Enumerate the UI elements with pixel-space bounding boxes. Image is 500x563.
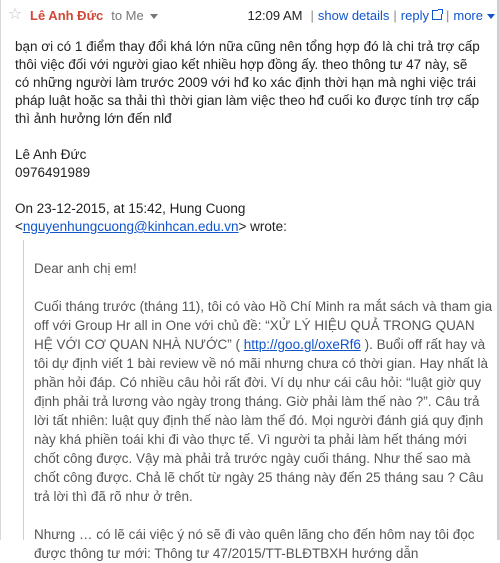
- message-time: 12:09 AM: [247, 7, 303, 23]
- recipient-label: to Me: [111, 7, 144, 23]
- separator: |: [445, 7, 450, 23]
- quoted-paragraph-1: Cuối tháng trước (tháng 11), tôi có vào Hồ Chí Minh ra mắt sách và tham gia off với Group Hr all in One với chủ đề: “XỬ LÝ HIỆU QUẢ TRONG QUAN HỆ VỚI CƠ QUAN NHÀ NƯỚC” ( http://goo.gl/oxeRf6 ). Buổi off rất hay và tôi dự định viết 1 bài review về nó mãi nhưng chưa có thời gian. Hay nhất là phần hỏi đáp. Có nhiều câu hỏi rất đời. Ví dụ như cái câu hỏi: “luật giờ quy định phải trả lương vào ngày trong tháng. Giờ phải làm thế nào ?”. Câu trả lời tất nhiên: luật quy định thế nào làm thế đó. Mọi người đánh giá quy định này khá phiền toái khi đi vào thực tế. Vì người ta phải làm hết tháng mới chốt công được. Vậy mà phải trả trước ngày cuối tháng. Như thế sao mà chốt công được. Chả lẽ chốt từ ngày 25 tháng này đến 25 tháng sau ? Câu trả lời thì đã rõ như ở trên.: [34, 299, 493, 504]
- scrollbar[interactable]: [497, 0, 499, 540]
- sender-name[interactable]: Lê Anh Đức: [30, 7, 104, 23]
- quoted-message: [23, 240, 495, 561]
- quote-attribution-email: <nguyenhungcuong@kinhcan.edu.vn> wrote:: [15, 219, 287, 234]
- signature-name: Lê Anh Đức: [15, 147, 87, 162]
- quote-attribution: On 23-12-2015, at 15:42, Hung Cuong: [15, 201, 246, 216]
- message-paragraph: bạn ơi có 1 điểm thay đổi khá lớn nữa cũng nên tổng hợp đó là chi trả trợ cấp thôi việc đối với người giao kết nhiều hợp đồng ấy. theo thông tư 47 này, sẽ có những người làm trước 2009 với hđ ko xác định thời hạn mà nghi việc trái pháp luật hoặc sa thải thì thời gian làm việc theo hđ cuối ko được tính trợ cấp thì ảnh hưởng lớn đến nlđ: [15, 39, 480, 126]
- more-menu[interactable]: [453, 8, 495, 23]
- show-details-link[interactable]: show details: [317, 7, 390, 23]
- quoted-greeting: Dear anh chị em!: [34, 261, 137, 276]
- popout-icon: [432, 10, 442, 20]
- more-label: more: [453, 7, 483, 23]
- message-header: [1, 0, 499, 30]
- separator: |: [393, 7, 397, 23]
- quoted-paragraph-2: Nhưng … có lẽ cái việc ý nó sẽ đi vào quên lãng cho đến hôm nay tôi đọc được thông tư mới: Thông tư 47/2015/TT-BLĐTBXH hướng dẫn: [34, 527, 475, 561]
- reply-label: reply: [400, 7, 429, 23]
- chevron-down-icon: [150, 14, 158, 19]
- quoted-link[interactable]: http://goo.gl/oxeRf6: [243, 337, 361, 352]
- chevron-down-icon: [487, 14, 495, 19]
- star-outline-icon[interactable]: ☆: [7, 6, 23, 23]
- message-body: [15, 38, 485, 236]
- separator: |: [310, 7, 314, 23]
- reply-link[interactable]: [401, 8, 442, 23]
- recipient-dropdown[interactable]: [111, 8, 158, 23]
- signature-phone: 0976491989: [15, 165, 91, 180]
- quote-email-link[interactable]: nguyenhungcuong@kinhcan.edu.vn: [22, 219, 239, 234]
